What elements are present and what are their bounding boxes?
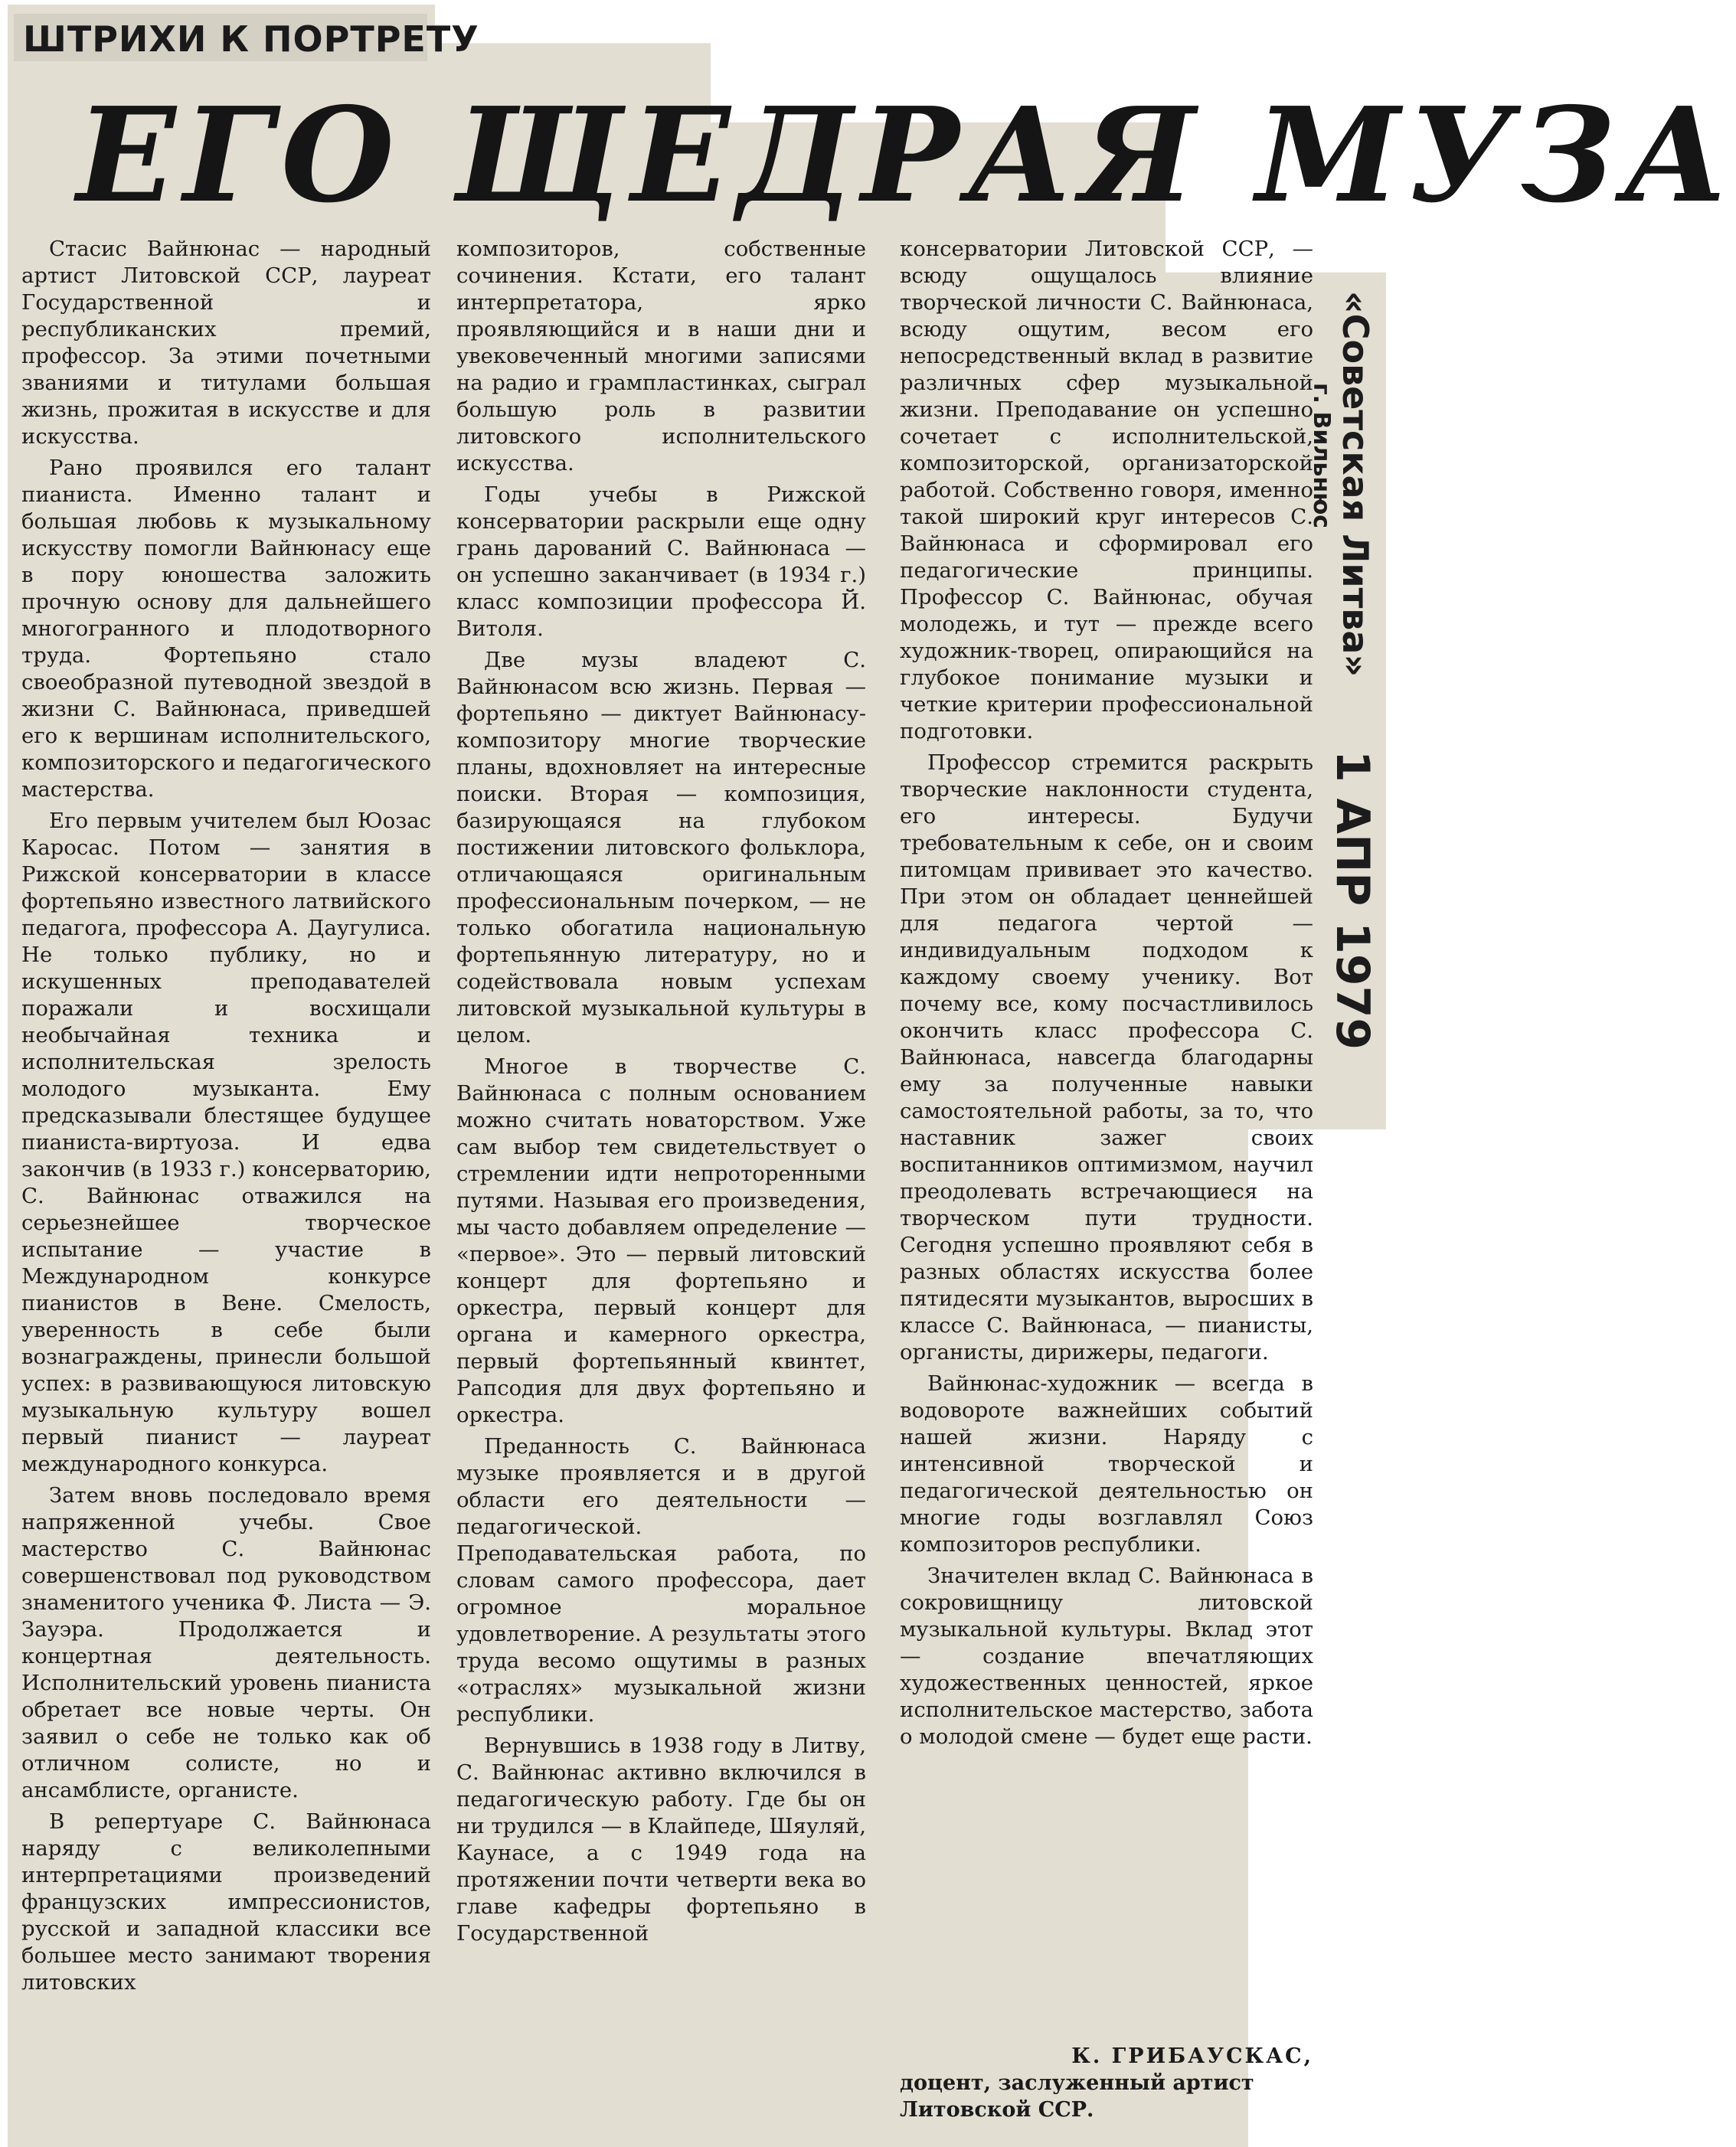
- paragraph: Преданность С. Вайнюнаса музыке проявляется и в другой области его деятельности — педагогической. Преподавательская работа, по словам самого профессора, дает огромное моральное удовлетворение. А результаты этого труда весомо ощутимы в разных «отраслях» музыкальной жизни республики.: [456, 1434, 866, 1727]
- rubric-label: [14, 14, 479, 61]
- author-signature: [900, 2043, 1313, 2123]
- paragraph: Его первым учителем был Юозас Каросас. Потом — занятия в Рижской консерватории в классе фортепьяно известного латвийского педагога, профессора А. Даугулиса. Не только публику, но и искушенных преподавателей поражали и восхищали необычайная техника и исполнительская зрелость молодого музыканта. Ему предсказывали блестящее будущее пианиста-виртуоза. И едва закончив (в 1933 г.) консерваторию, С. Вайнюнас отважился на серьезнейшее творческое испытание — участие в Международном конкурсе пианистов в Вене. Смелость, уверенность в себе были вознаграждены, принесли большой успех: в развивающуюся литовскую музыкальную культуру вошел первый пианист — лауреат международного конкурса.: [21, 809, 431, 1476]
- paragraph: консерватории Литовской ССР, — всюду ощущалось влияние творческой личности С. Вайнюнаса, всюду ощутим, весом его непосредственный вклад в развитие различных сфер музыкальной жизни. Преподавание он успешно сочетает с исполнительской, композиторской, организаторской работой. Собственно говоря, именно такой широкий круг интересов С. Вайнюнаса и сформировал его педагогические принципы. Профессор С. Вайнюнас, обучая молодежь, и тут — прежде всего художник-творец, опирающийся на глубокое понимание музыки и четкие критерии профессиональной подготовки.: [900, 237, 1313, 743]
- paragraph: композиторов, собственные сочинения. Кстати, его талант интерпретатора, ярко проявляющийся и в наши дни и увековеченный многими записями на радио и грампластинках, сыграл большую роль в развитии литовского исполнительского искусства.: [456, 237, 866, 475]
- article-column-1: [21, 236, 431, 2001]
- article-column-3: [900, 236, 1313, 1755]
- source-date-stamp: [1308, 291, 1390, 1118]
- paragraph: Профессор стремится раскрыть творческие наклонности студента, его интересы. Будучи требовательным к себе, он и своим питомцам прививает это качество. При этом он обладает ценнейшей для педагога чертой — индивидуальным подходом к каждому своему ученику. Вот почему все, кому посчастливилось окончить класс профессора С. Вайнюнаса, навсегда благодарны ему за полученные навыки самостоятельной работы, за то, что наставник зажег своих воспитанников оптимизмом, научил преодолевать встречающиеся на творческом пути трудности. Сегодня успешно проявляют себя в разных областях искусства более пятидесяти музыкантов, выросших в классе С. Вайнюнаса, — пианисты, органисты, дирижеры, педагоги.: [900, 750, 1313, 1364]
- stamp-date: 1 АПР 1979: [1326, 750, 1379, 1051]
- paragraph: Многое в творчестве С. Вайнюнаса с полным основанием можно считать новаторством. Уже сам выбор тем свидетельствует о стремлении идти непроторенными путями. Называя его произведения, мы часто добавляем определение — «первое». Это — первый литовский концерт для фортепьяно и оркестра, первый концерт для органа и камерного оркестра, первый фортепьянный квинтет, Рапсодия для двух фортепьяно и оркестра.: [456, 1054, 866, 1427]
- rubric-text: ШТРИХИ К ПОРТРЕТУ: [23, 18, 479, 60]
- paragraph: Две музы владеют С. Вайнюнасом всю жизнь. Первая — фортепьяно — диктует Вайнюнасу-композитору многие творческие планы, вдохновляет на интересные поиски. Вторая — композиция, базирующаяся на глубоком постижении литовского фольклора, отличающаяся оригинальным профессиональным почерком, — не только обогатила национальную фортепьянную литературу, но и содействовала новым успехам литовской музыкальной культуры в целом.: [456, 648, 866, 1047]
- paragraph: Затем вновь последовало время напряженной учебы. Свое мастерство С. Вайнюнас совершенствовал под руководством знаменитого ученика Ф. Листа — Э. Зауэра. Продолжается и концертная деятельность. Исполнительский уровень пианиста обретает все новые черты. Он заявил о себе не только как об отличном солисте, но и ансамблисте, органисте.: [21, 1483, 431, 1802]
- paragraph: Рано проявился его талант пианиста. Именно талант и большая любовь к музыкальному искусству помогли Вайнюнасу еще в пору юношества заложить прочную основу для дальнейшего многогранного и плодотворного труда. Фортепьяно стало своеобразной путеводной звездой в жизни С. Вайнюнаса, приведшей его к вершинам исполнительского, композиторского и педагогического мастерства.: [21, 456, 431, 802]
- paragraph: Вайнюнас-художник — всегда в водовороте важнейших событий нашей жизни. Наряду с интенсивной творческой и педагогической деятельностью он многие годы возглавлял Союз композиторов республики.: [900, 1371, 1313, 1557]
- stamp-source: «Советская Литва»: [1335, 291, 1376, 678]
- headline: ЕГО ЩЕДРАЯ МУЗА: [77, 79, 1736, 232]
- author-title: доцент, заслуженный артист Литовской ССР.: [900, 2071, 1254, 2122]
- article-column-2: [456, 236, 866, 1952]
- paragraph: Годы учебы в Рижской консерватории раскрыли еще одну грань дарований С. Вайнюнаса — он успешно заканчивает (в 1934 г.) класс композиции профессора Й. Витоля.: [456, 482, 866, 641]
- stamp-city: г. Вильнюс: [1308, 383, 1335, 529]
- paragraph: Вернувшись в 1938 году в Литву, С. Вайнюнас активно включился в педагогическую работу. Где бы он ни трудился — в Клайпеде, Шяуляй, Каунасе, а с 1949 года на протяжении почти четверти века во главе кафедры фортепьяно в Государственной: [456, 1734, 866, 1946]
- paragraph: Стасис Вайнюнас — народный артист Литовской ССР, лауреат Государственной и республиканских премий, профессор. За этими почетными званиями и титулами большая жизнь, прожитая в искусстве и для искусства.: [21, 237, 431, 449]
- paragraph: Значителен вклад С. Вайнюнаса в сокровищницу литовской музыкальной культуры. Вклад этот — создание впечатляющих художественных ценностей, яркое исполнительское мастерство, забота о молодой смене — будет еще расти.: [900, 1564, 1313, 1749]
- author-name: К. ГРИБАУСКАС,: [1071, 2044, 1313, 2068]
- paragraph: В репертуаре С. Вайнюнаса наряду с великолепными интерпретациями произведений французских импрессионистов, русской и западной классики все большее место занимают творения литовских: [21, 1809, 431, 1995]
